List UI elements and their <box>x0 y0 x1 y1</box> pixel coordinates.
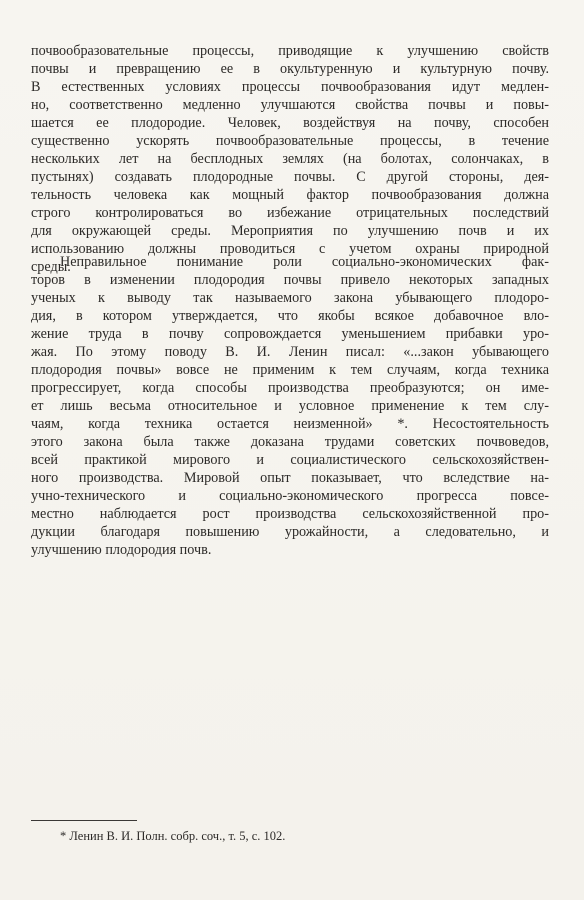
text-line: ного производства. Мировой опыт показывает, что вследствие на- <box>31 470 549 486</box>
text-line: почвы и превращению ее в окультуренную и культурную почву. <box>31 61 549 77</box>
text-line: прогрессирует, когда способы производства преобразуются; он име- <box>31 380 549 396</box>
text-line: тельность человека как мощный фактор почвообразования должна <box>31 187 549 203</box>
text-line: шается ее плодородие. Человек, воздействуя на почву, способен <box>31 115 549 131</box>
text-line: использованию должны проводиться с учетом охраны природной <box>31 241 549 257</box>
text-line: улучшению плодородия почв. <box>31 542 212 558</box>
text-line: почвообразовательные процессы, приводящие к улучшению свойств <box>31 43 549 59</box>
text-line: Неправильное понимание роли социально-экономических фак- <box>60 254 549 270</box>
text-line: дукции благодаря повышению урожайности, а следовательно, и <box>31 524 549 540</box>
text-line: дия, в котором утверждается, что якобы всякое добавочное вло- <box>31 308 549 324</box>
text-line: ученых к выводу так называемого закона убывающего плодоро- <box>31 290 549 306</box>
text-line: В естественных условиях процессы почвообразования идут медлен- <box>31 79 549 95</box>
text-line: плодородия почвы» вовсе не применим к тем случаям, когда техника <box>31 362 549 378</box>
text-line: торов в изменении плодородия почвы привело некоторых западных <box>31 272 549 288</box>
text-line: чаям, когда техника остается неизменной» *. Несостоятельность <box>31 416 549 432</box>
text-line: этого закона была также доказана трудами советских почвоведов, <box>31 434 549 450</box>
text-line: учно-технического и социально-экономического прогресса повсе- <box>31 488 549 504</box>
text-line: всей практикой мирового и социалистического сельскохозяйствен- <box>31 452 549 468</box>
text-line: для окружающей среды. Мероприятия по улучшению почв и их <box>31 223 549 239</box>
text-line: местно наблюдается рост производства сельскохозяйственной про- <box>31 506 549 522</box>
text-line: ет лишь весьма относительное и условное применение к тем слу- <box>31 398 549 414</box>
text-line: жая. По этому поводу В. И. Ленин писал: «...закон убывающего <box>31 344 549 360</box>
paragraph-2 <box>31 253 549 559</box>
footnote: * Ленин В. И. Полн. собр. соч., т. 5, с. 102. <box>60 829 286 843</box>
text-line: среды. <box>31 259 71 275</box>
text-line: нескольких лет на бесплодных землях (на болотах, солончаках, в <box>31 151 549 167</box>
footnote-divider <box>31 820 137 821</box>
text-line: жение труда в почву сопровождается уменьшением прибавки уро- <box>31 326 549 342</box>
text-line: строго контролироваться во избежание отрицательных последствий <box>31 205 549 221</box>
text-line: но, соответственно медленно улучшаются свойства почвы и повы- <box>31 97 549 113</box>
text-line: пустынях) создавать плодородные почвы. С другой стороны, дея- <box>31 169 549 185</box>
text-line: существенно ускорять почвообразовательные процессы, в течение <box>31 133 549 149</box>
paragraph-1 <box>31 42 549 276</box>
